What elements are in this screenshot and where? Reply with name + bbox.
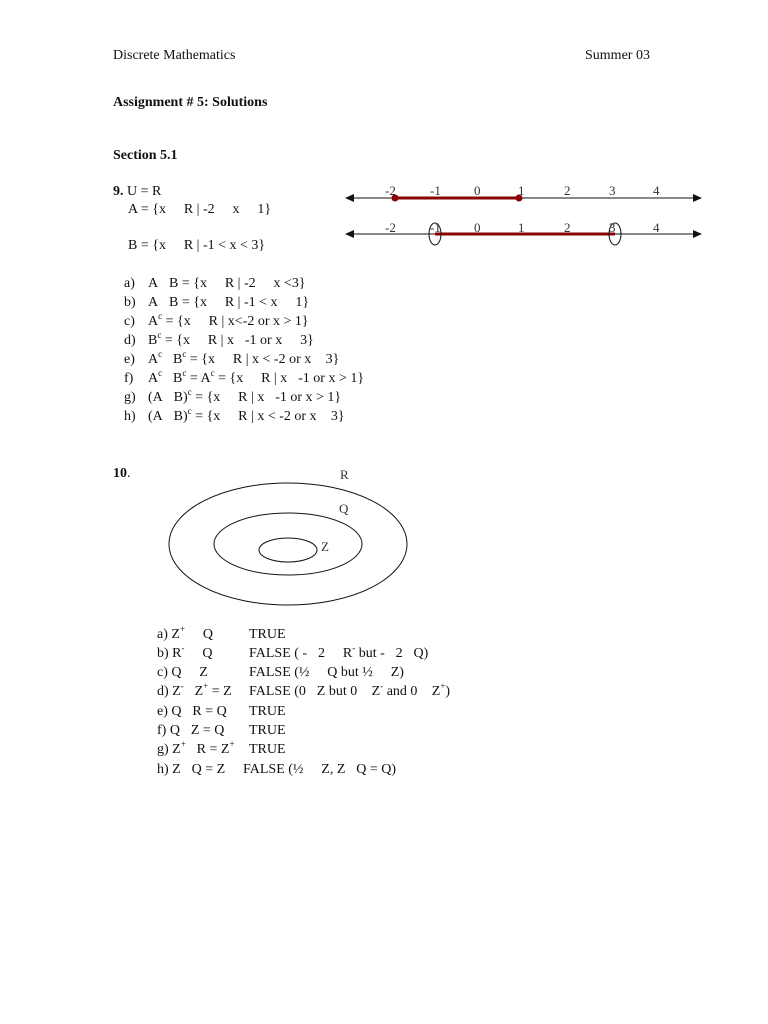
tick-label: 1 <box>518 220 525 235</box>
tick-label: 4 <box>653 183 660 198</box>
q9-part-c: c) $A^c = \{x$ R | x<-2 or x > 1} <box>124 311 295 329</box>
label-r: R <box>340 467 349 482</box>
q9-part-e: e) $A^c$ $B^c = \{x$ R | x < -2 or x 3} <box>124 349 307 367</box>
q10-statement-b: b) R- Q FALSE ( - 2 R- but - 2 Q) <box>157 644 428 663</box>
q9-part-g: g) (A B)$^c$ = {x R | x -1 or x > 1} <box>124 387 312 405</box>
q10-statement-h: h) Z Q = Z FALSE (½ Z, Z Q = Q) <box>157 760 396 779</box>
number-line-a <box>345 183 702 202</box>
result: TRUE <box>249 627 286 642</box>
q10-statement-a: a) Z+ Q TRUE <box>157 624 286 642</box>
result: TRUE <box>249 723 286 738</box>
course-title: Discrete Mathematics <box>113 48 236 63</box>
set-b-def: B = {x R | -1 < x < 3} <box>128 238 251 253</box>
label-q: Q <box>339 501 349 516</box>
q9-part-h: h) (A B)$^c$ = {x R | x < -2 or x 3} <box>124 406 312 424</box>
tick-label: 2 <box>564 183 571 198</box>
result: FALSE (0 Z but 0 Z- and 0 Z+) <box>249 681 421 699</box>
tick-label: 3 <box>609 220 616 235</box>
tick-label: 1 <box>518 183 525 198</box>
number-lines <box>345 180 705 250</box>
tick-label: 0 <box>474 183 481 198</box>
result: FALSE ( - 2 R- but - 2 Q) <box>249 643 392 661</box>
assignment-title: Assignment # 5: Solutions <box>113 95 268 110</box>
q9-part-a: a) A B = {x R | -2 x <3} <box>124 276 269 291</box>
tick-label: -2 <box>385 183 396 198</box>
q10-statement-d: d) Z- Z+ = Z FALSE (0 Z but 0 Z- and 0 Z+) <box>157 682 450 701</box>
result: FALSE (½ Z, Z Q = Q) <box>243 762 375 777</box>
set-z-ellipse <box>259 538 317 562</box>
set-q-ellipse <box>214 513 362 575</box>
term-label: Summer 03 <box>585 48 650 63</box>
tick-label: 0 <box>474 220 481 235</box>
q9-part-d: d) $B^c = \{x$ R | x -1 or x 3} <box>124 330 278 348</box>
result: TRUE <box>249 704 286 719</box>
question-number: 9. <box>113 184 124 199</box>
tick-label: -2 <box>385 220 396 235</box>
set-a-def: A = {x R | -2 x 1} <box>128 202 228 217</box>
tick-label: 3 <box>609 183 616 198</box>
q10-statement-c: c) Q Z FALSE (½ Q but ½ Z) <box>157 663 404 682</box>
q10-statement-e: e) Q R = Q TRUE <box>157 704 286 719</box>
tick-label: -1 <box>430 183 441 198</box>
number-line-b <box>345 220 702 245</box>
section-heading: Section 5.1 <box>113 148 178 163</box>
q9-part-f: f) $A^c$ $B^c = A^c = \{x$ R | x -1 or x > 1} <box>124 368 335 386</box>
question-10-header: 10. <box>113 466 131 481</box>
q9-part-b: b) A B = {x R | -1 < x 1} <box>124 295 273 310</box>
label-z: Z <box>321 539 329 554</box>
question-9-header <box>113 184 161 200</box>
tick-label: -1 <box>430 220 441 235</box>
question-number: 10 <box>113 466 127 481</box>
result: FALSE (½ Q but ½ Z) <box>249 665 376 680</box>
universe-def: U = R <box>127 184 162 199</box>
venn-diagram <box>160 460 420 610</box>
result: TRUE <box>249 742 286 757</box>
q10-statement-g: g) Z+ R = Z+ TRUE <box>157 739 286 757</box>
tick-label: 2 <box>564 220 571 235</box>
tick-label: 4 <box>653 220 660 235</box>
set-r-ellipse <box>169 483 407 605</box>
q10-statement-f: f) Q Z = Q TRUE <box>157 723 286 738</box>
